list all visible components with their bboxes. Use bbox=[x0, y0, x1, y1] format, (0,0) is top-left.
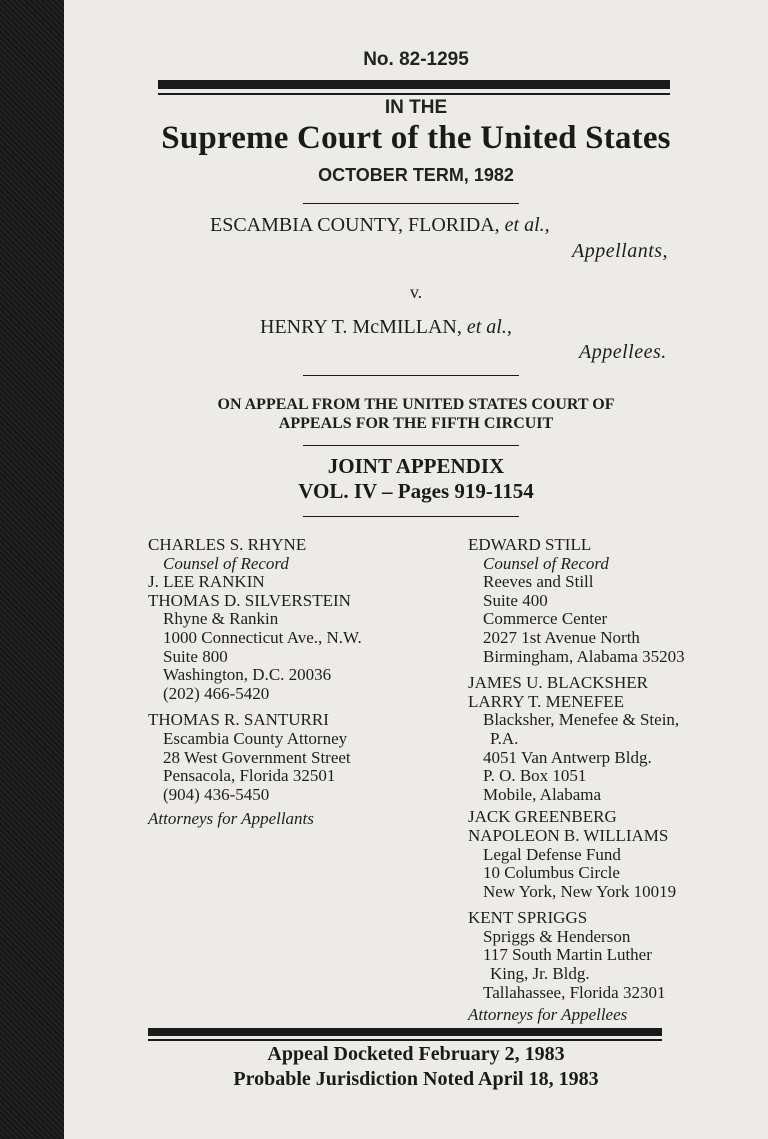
appeal-line-1: ON APPEAL FROM THE UNITED STATES COURT OF bbox=[217, 396, 615, 413]
appellants-counsel-block bbox=[148, 536, 362, 829]
address-line: Washington, D.C. 20036 bbox=[163, 665, 332, 685]
appellee-line bbox=[260, 316, 512, 339]
attorneys-for-appellees: Attorneys for Appellees bbox=[468, 1005, 628, 1025]
counsel-name: NAPOLEON B. WILLIAMS bbox=[468, 825, 669, 845]
attorneys-for-appellants: Attorneys for Appellants bbox=[148, 809, 314, 829]
counsel-name: JACK GREENBERG bbox=[468, 807, 617, 827]
appellant-line bbox=[210, 214, 550, 237]
appellees-counsel-block bbox=[468, 536, 685, 1025]
appendix-volume: VOL. IV – Pages 919-1154 bbox=[298, 479, 534, 503]
address-line: P. O. Box 1051 bbox=[483, 766, 587, 786]
phone-number: (904) 436-5450 bbox=[163, 784, 270, 804]
appellant-name: ESCAMBIA COUNTY, FLORIDA, bbox=[210, 214, 500, 236]
appellant-role: Appellants, bbox=[572, 240, 669, 262]
bottom-thin-rule bbox=[148, 1039, 662, 1041]
address-line: King, Jr. Bldg. bbox=[490, 964, 590, 984]
versus-label: v. bbox=[409, 282, 423, 302]
appellant-etal: et al., bbox=[504, 214, 550, 236]
cover-page bbox=[64, 0, 768, 1139]
address-line: 28 West Government Street bbox=[163, 747, 351, 767]
counsel-name: CHARLES S. RHYNE bbox=[148, 535, 307, 554]
counsel-name: KENT SPRIGGS bbox=[468, 908, 588, 928]
bottom-thick-rule bbox=[148, 1028, 662, 1036]
address-line: New York, New York 10019 bbox=[483, 881, 677, 901]
counsel-role: Counsel of Record bbox=[163, 553, 289, 573]
address-line: 1000 Connecticut Ave., N.W. bbox=[163, 627, 362, 647]
counsel-role: Counsel of Record bbox=[483, 553, 609, 573]
counsel-name: EDWARD STILL bbox=[468, 535, 592, 554]
firm-name: Blacksher, Menefee & Stein, bbox=[483, 710, 680, 730]
top-thick-rule bbox=[158, 80, 670, 89]
divider-rule-3 bbox=[303, 445, 519, 446]
appeal-line-2: APPEALS FOR THE FIFTH CIRCUIT bbox=[278, 415, 554, 432]
appendix-title: JOINT APPENDIX bbox=[327, 454, 505, 478]
top-thin-rule bbox=[158, 93, 670, 95]
counsel-name: JAMES U. BLACKSHER bbox=[468, 673, 648, 693]
divider-rule-2 bbox=[303, 375, 519, 376]
address-line: Commerce Center bbox=[483, 609, 608, 629]
firm-name: Reeves and Still bbox=[483, 572, 594, 592]
in-the-label: IN THE bbox=[384, 97, 448, 118]
firm-name: Rhyne & Rankin bbox=[163, 609, 279, 629]
address-line: 2027 1st Avenue North bbox=[483, 627, 640, 647]
address-line: 10 Columbus Circle bbox=[483, 863, 620, 883]
docket-number: No. 82-1295 bbox=[363, 49, 469, 70]
firm-name: Spriggs & Henderson bbox=[483, 926, 631, 946]
phone-number: (202) 466-5420 bbox=[163, 683, 270, 703]
address-line: Suite 800 bbox=[163, 646, 228, 666]
court-name: Supreme Court of the United States bbox=[161, 120, 671, 156]
appellee-name: HENRY T. McMILLAN, bbox=[260, 316, 462, 338]
counsel-name: THOMAS R. SANTURRI bbox=[148, 710, 329, 730]
appellee-etal: et al., bbox=[466, 316, 512, 338]
address-line: 117 South Martin Luther bbox=[483, 945, 652, 965]
term-label: OCTOBER TERM, 1982 bbox=[318, 165, 514, 185]
address-line: Pensacola, Florida 32501 bbox=[163, 766, 336, 786]
divider-rule-4 bbox=[303, 516, 519, 517]
appeal-docketed-date: Appeal Docketed February 2, 1983 bbox=[267, 1043, 565, 1065]
counsel-title: Escambia County Attorney bbox=[163, 728, 348, 748]
address-line: Tallahassee, Florida 32301 bbox=[483, 982, 666, 1002]
counsel-name: LARRY T. MENEFEE bbox=[468, 691, 624, 711]
counsel-name: THOMAS D. SILVERSTEIN bbox=[148, 590, 351, 610]
divider-rule-1 bbox=[303, 203, 519, 204]
address-line: 4051 Van Antwerp Bldg. bbox=[483, 747, 652, 767]
address-line: Suite 400 bbox=[483, 590, 548, 610]
probable-jurisdiction-date: Probable Jurisdiction Noted April 18, 1983 bbox=[233, 1068, 599, 1090]
counsel-name: J. LEE RANKIN bbox=[148, 572, 265, 592]
firm-name: Legal Defense Fund bbox=[483, 844, 621, 864]
appellee-role: Appellees. bbox=[579, 341, 667, 363]
address-line: Birmingham, Alabama 35203 bbox=[483, 646, 685, 666]
firm-name: P.A. bbox=[490, 728, 519, 748]
address-line: Mobile, Alabama bbox=[483, 784, 602, 804]
book-spine bbox=[0, 0, 64, 1139]
